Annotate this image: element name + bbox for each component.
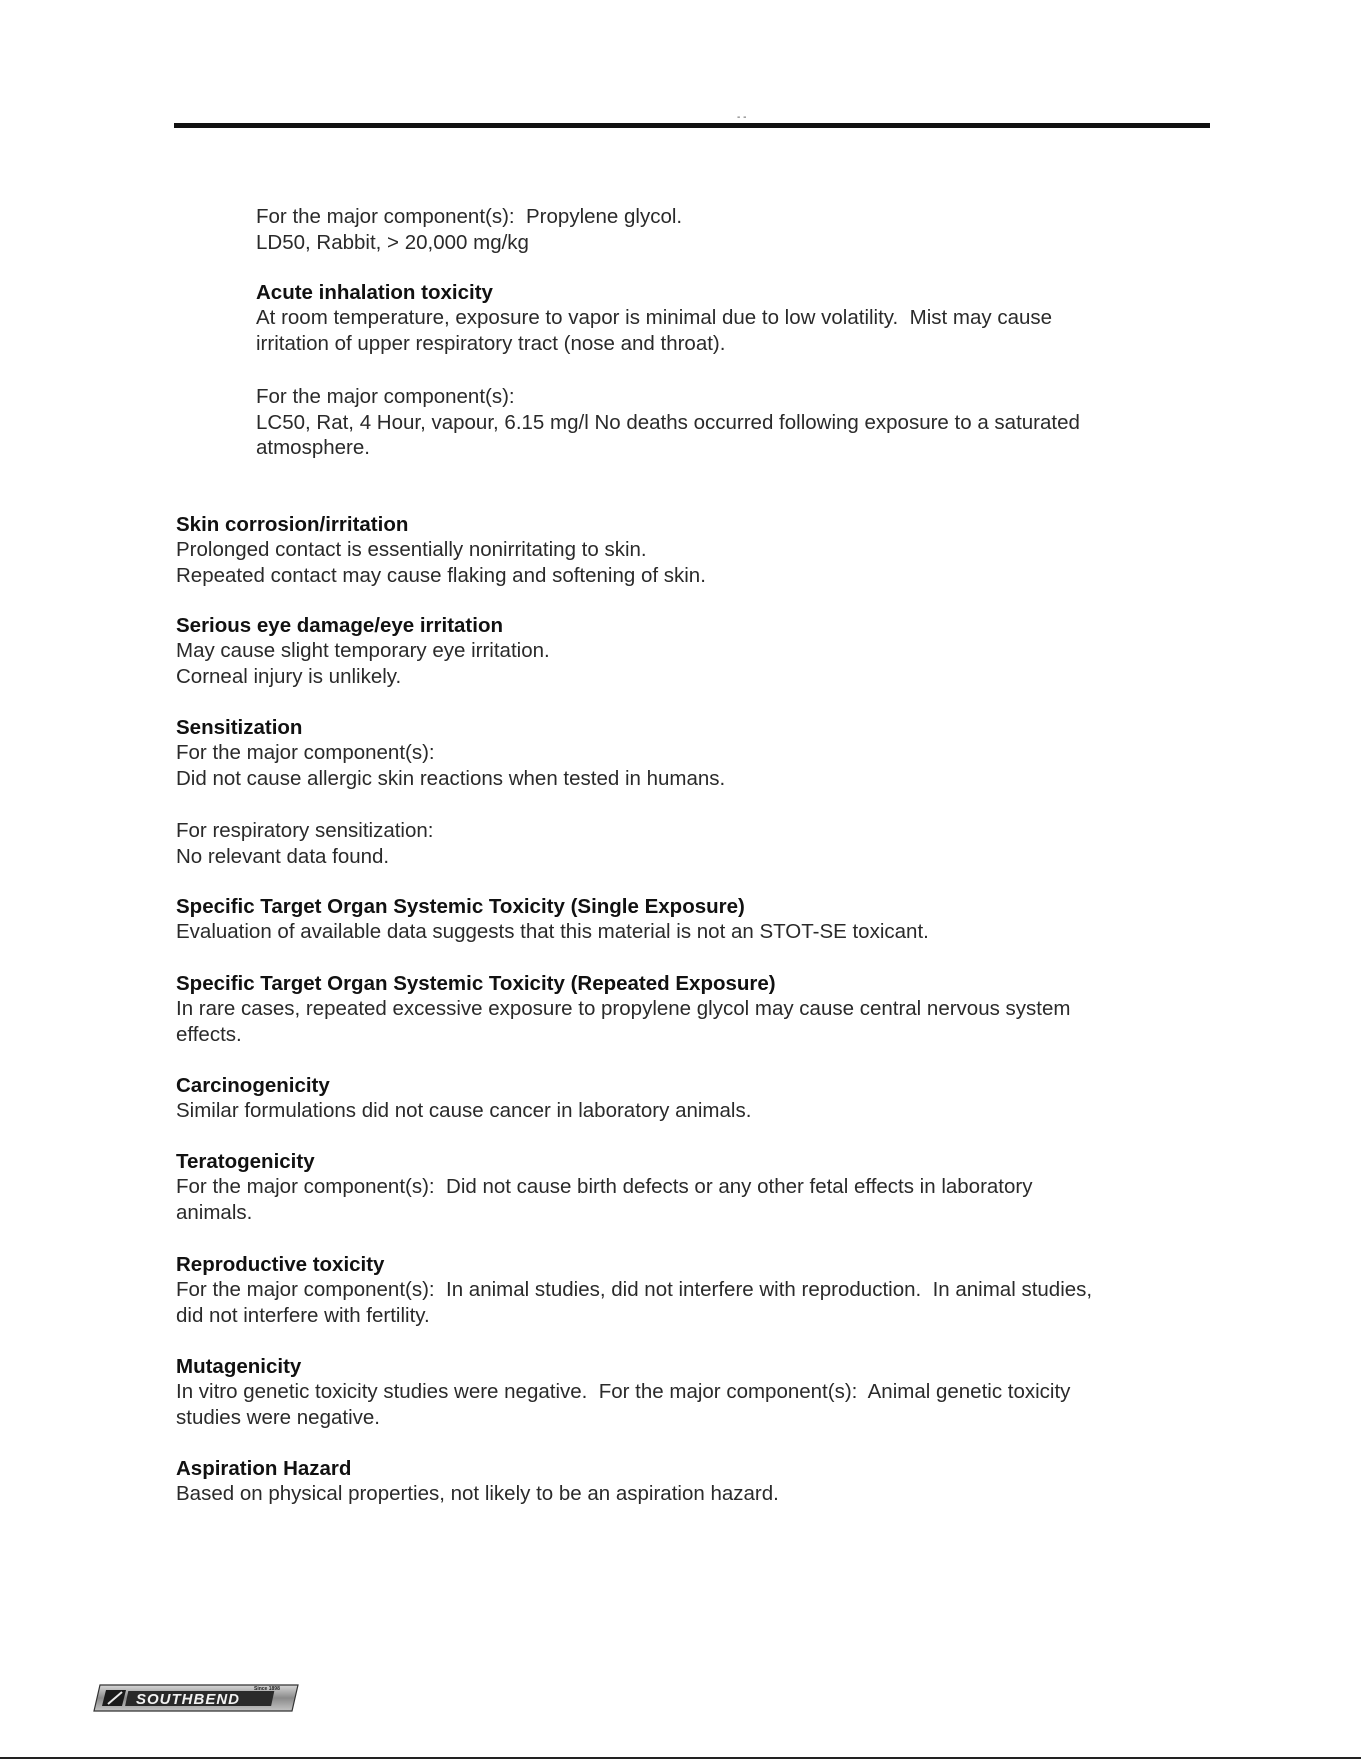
section-heading: Sensitization — [176, 716, 303, 739]
section-mutagenicity — [176, 1354, 1196, 1430]
section-heading: Specific Target Organ Systemic Toxicity (Single Exposure) — [176, 895, 745, 918]
body-line: For the major component(s): — [176, 741, 435, 764]
section-reproductive-toxicity — [176, 1252, 1196, 1328]
section-sensitization — [176, 715, 1196, 791]
body-line: For respiratory sensitization: — [176, 819, 434, 842]
body-line: Based on physical properties, not likely to be an aspiration hazard. — [176, 1482, 779, 1505]
section-heading: Serious eye damage/eye irritation — [176, 614, 503, 637]
svg-text:Since 1898: Since 1898 — [254, 1686, 280, 1692]
section-heading: Acute inhalation toxicity — [256, 281, 493, 304]
section-aspiration-hazard — [176, 1456, 1196, 1507]
section-heading: Specific Target Organ Systemic Toxicity (Repeated Exposure) — [176, 972, 776, 995]
section-heading: Mutagenicity — [176, 1355, 302, 1378]
section-heading: Teratogenicity — [176, 1150, 315, 1173]
body-line: Corneal injury is unlikely. — [176, 664, 402, 688]
body-line: animals. — [176, 1200, 253, 1224]
body-line: Similar formulations did not cause cancer in laboratory animals. — [176, 1099, 752, 1122]
header-mark: - - — [737, 112, 747, 123]
section-eye-damage — [176, 613, 1196, 689]
body-line: May cause slight temporary eye irritation. — [176, 639, 550, 662]
body-line: In rare cases, repeated excessive exposure to propylene glycol may cause central nervous system — [176, 997, 1071, 1020]
section-carcinogenicity — [176, 1073, 1196, 1124]
body-line: atmosphere. — [256, 436, 370, 459]
body-line: did not interfere with fertility. — [176, 1303, 430, 1327]
body-line: LD50, Rabbit, > 20,000 mg/kg — [256, 230, 529, 254]
section-stot-repeated — [176, 971, 1196, 1047]
body-line: For the major component(s): Propylene glycol. — [256, 205, 683, 228]
section-teratogenicity — [176, 1149, 1196, 1225]
section-respiratory-sensitization — [176, 818, 1196, 869]
footer-rule — [0, 1757, 1361, 1759]
body-line: In vitro genetic toxicity studies were negative. For the major component(s): Animal genetic toxicity — [176, 1380, 1071, 1403]
body-line: studies were negative. — [176, 1405, 380, 1429]
section-dermal-ld50 — [256, 204, 1196, 255]
body-line: Repeated contact may cause flaking and softening of skin. — [176, 563, 706, 587]
body-line: LC50, Rat, 4 Hour, vapour, 6.15 mg/l No deaths occurred following exposure to a saturated — [256, 410, 1080, 434]
section-stot-single — [176, 894, 1196, 945]
southbend-logo — [92, 1683, 300, 1713]
body-line: For the major component(s): — [256, 385, 515, 408]
body-line: irritation of upper respiratory tract (nose and throat). — [256, 331, 726, 355]
body-line: Evaluation of available data suggests that this material is not an STOT-SE toxicant. — [176, 920, 929, 943]
section-acute-inhalation — [256, 280, 1196, 356]
section-skin-corrosion — [176, 512, 1196, 588]
header-rule — [174, 123, 1210, 128]
body-line: For the major component(s): Did not cause birth defects or any other fetal effects in laboratory — [176, 1175, 1033, 1198]
body-line: For the major component(s): In animal studies, did not interfere with reproduction. In animal studies, — [176, 1278, 1093, 1301]
section-inhalation-lc50 — [256, 384, 1196, 461]
body-line: Prolonged contact is essentially nonirritating to skin. — [176, 538, 647, 561]
body-line: Did not cause allergic skin reactions when tested in humans. — [176, 766, 726, 790]
section-heading: Reproductive toxicity — [176, 1253, 385, 1276]
svg-text:SOUTHBEND: SOUTHBEND — [136, 1691, 241, 1708]
section-heading: Skin corrosion/irritation — [176, 513, 409, 536]
section-heading: Carcinogenicity — [176, 1074, 330, 1097]
section-heading: Aspiration Hazard — [176, 1457, 352, 1480]
body-line: No relevant data found. — [176, 844, 390, 868]
body-line: At room temperature, exposure to vapor is minimal due to low volatility. Mist may cause — [256, 306, 1053, 329]
body-line: effects. — [176, 1022, 242, 1046]
